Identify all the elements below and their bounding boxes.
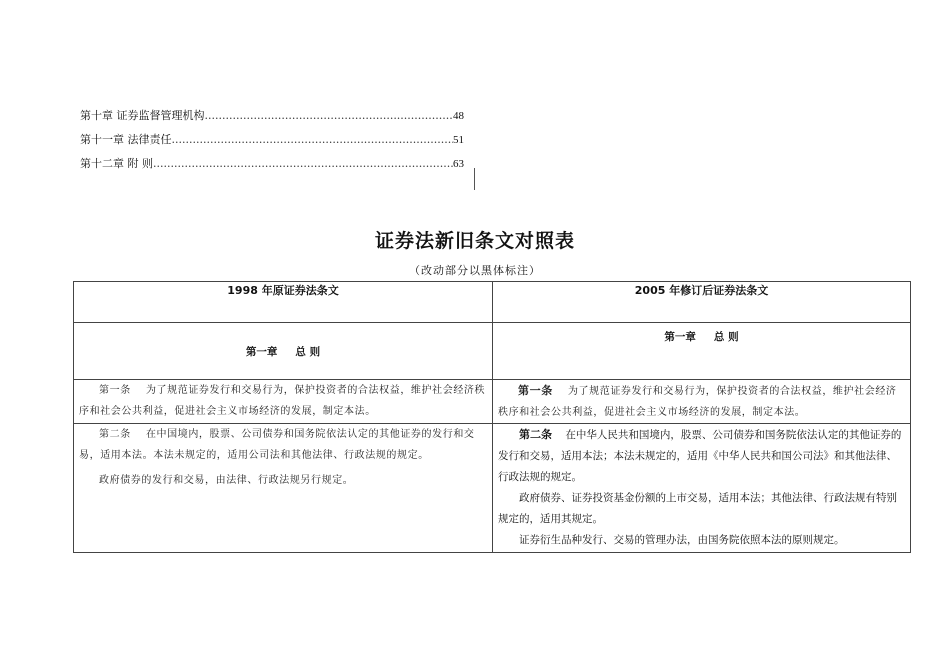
toc-title: 第十章 证券监督管理机构 [80,109,205,122]
toc-title: 第十一章 法律责任 [80,133,172,146]
document-title: 证券法新旧条文对照表 [374,230,575,252]
chapter-label: 第一章 [245,345,278,358]
column-header-old: 1998 年原证券法条文 [74,282,493,323]
article-1-old [74,380,493,424]
toc-page: 63 [453,158,464,170]
toc-page: 48 [453,110,464,122]
comparison-table [73,281,911,553]
document-subtitle: （改动部分以黑体标注） [409,264,541,277]
chapter-label: 第一章 [664,331,696,343]
chapter-name: 总 则 [713,331,739,343]
article-paragraph [79,424,487,466]
toc-leader [205,104,454,128]
article-paragraph: 证券衍生品种发行、交易的管理办法，由国务院依照本法的原则规定。 [519,534,845,546]
toc-leader [172,128,454,152]
chapter-row [74,323,911,380]
article-text: 在中华人民共和国境内，股票、公司债券和国务院依法认定的其他证券的发行和交易，适用本法；本法未规定的，适用《中华人民共和国公司法》和其他法律、行政法规的规定。 [498,429,902,483]
article-number: 第二条 [99,429,131,440]
article-paragraph [79,380,487,422]
article-number-bold: 第一条 [518,384,553,397]
toc-entry-chapter-11[interactable] [80,128,464,152]
table-of-contents [80,104,464,176]
text-cursor [474,168,475,190]
toc-title: 第十二章 附 则 [80,157,153,170]
article-paragraph [498,380,905,423]
table-row-article-2 [74,424,911,553]
article-number: 第一条 [99,385,131,396]
chapter-cell-old [74,323,493,380]
table-row-article-1 [74,380,911,424]
table-header-row [74,282,911,323]
article-text: 为了规范证券发行和交易行为，保护投资者的合法权益，维护社会经济秩序和社会公共利益，促进社会主义市场经济的发展，制定本法。 [79,385,486,417]
article-number-bold: 第二条 [519,428,552,441]
article-paragraph [498,424,905,488]
toc-page: 51 [453,134,464,146]
article-2-old [74,424,493,553]
chapter-name: 总 则 [295,345,321,358]
chapter-cell-new [493,323,911,380]
toc-entry-chapter-10[interactable] [80,104,464,128]
article-text: 为了规范证券发行和交易行为，保护投资者的合法权益，维护社会经济秩序和社会公共利益，促进社会主义市场经济的发展，制定本法。 [498,386,897,418]
article-1-new [493,380,911,424]
article-paragraph: 政府债券、证券投资基金份额的上市交易，适用本法；其他法律、行政法规有特别规定的，适用其规定。 [498,492,897,525]
toc-entry-chapter-12[interactable] [80,152,464,176]
article-2-new [493,424,911,553]
column-header-new: 2005 年修订后证券法条文 [493,282,911,323]
article-text: 在中国境内，股票、公司债券和国务院依法认定的其他证券的发行和交易，适用本法。本法未规定的，适用公司法和其他法律、行政法规的规定。 [79,429,475,461]
toc-leader [153,152,453,176]
article-paragraph: 政府债券的发行和交易，由法律、行政法规另行规定。 [99,475,354,486]
